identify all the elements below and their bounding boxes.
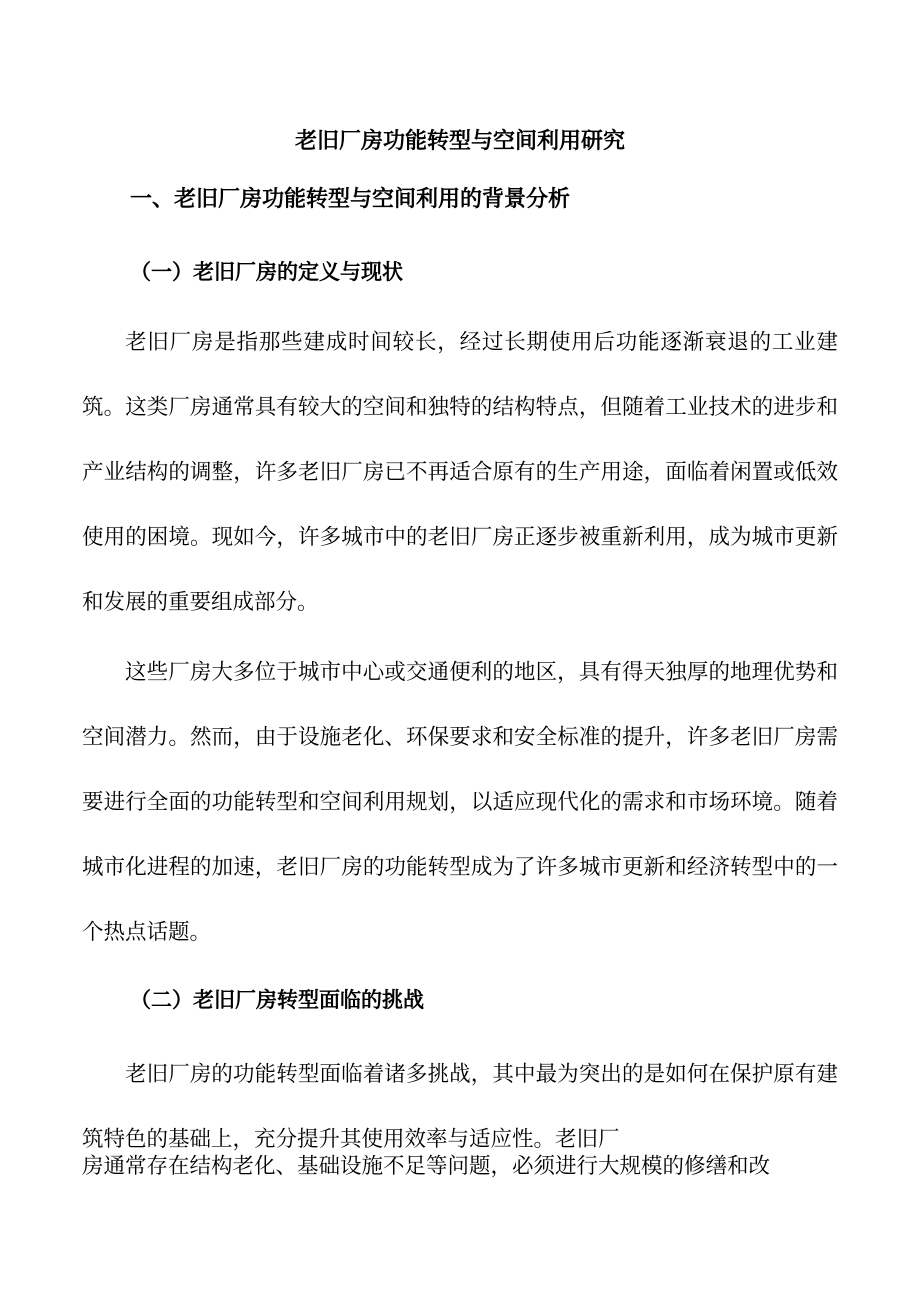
paragraph-2: 这些厂房大多位于城市中心或交通便利的地区，具有得天独厚的地理优势和空间潜力。然而，由于设施老化、环保要求和安全标准的提升，许多老旧厂房需要进行全面的功能转型和空间利用规划，以适应现代化的需求和市场环境。随着城市化进程的加速，老旧厂房的功能转型成为了许多城市更新和经济转型中的一个热点话题。 [82, 660, 838, 945]
paragraph-3-head: 老旧厂房的功能转型面临着诸多挑战，其中最为突出的是如何在保护原有建筑特色的基础上，充分提升其使用效率与适应性。老旧厂 [82, 1062, 838, 1152]
section-heading-1: 一、老旧厂房功能转型与空间利用的背景分析 [130, 186, 571, 212]
paragraph-3-tail: 房通常存在结构老化、基础设施不足等问题，必须进行大规模的修缮和改 [82, 1154, 771, 1179]
subsection-heading-1: （一）老旧厂房的定义与现状 [130, 259, 403, 284]
paragraph-1: 老旧厂房是指那些建成时间较长，经过长期使用后功能逐渐衰退的工业建筑。这类厂房通常具有较大的空间和独特的结构特点，但随着工业技术的进步和产业结构的调整，许多老旧厂房已不再适合原有的生产用途，面临着闲置或低效使用的困境。现如今，许多城市中的老旧厂房正逐步被重新利用，成为城市更新和发展的重要组成部分。 [82, 330, 838, 615]
subsection-heading-2: （二）老旧厂房转型面临的挑战 [130, 987, 424, 1012]
document-title: 老旧厂房功能转型与空间利用研究 [294, 128, 625, 154]
